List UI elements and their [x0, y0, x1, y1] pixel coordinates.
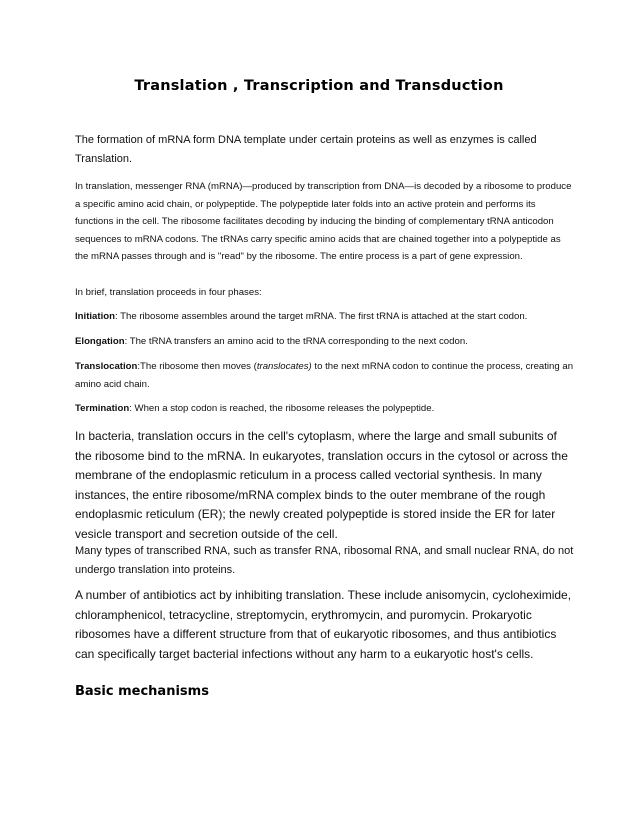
phase-text: to the next mRNA codon to continue the process, creating an amino acid chain.	[75, 361, 574, 390]
phase-term: Translocation	[75, 361, 138, 372]
phase-text: :The ribosome then moves (	[137, 361, 257, 372]
antibiotics-paragraph: A number of antibiotics act by inhibiting translation. These include anisomycin, cycloheximide, chloramphenicol, tetracycline, streptomycin, erythromycin, and puromycin. Prokaryotic ribosomes have a different structure from that of eukaryotic ribosomes, and thus antibiotics can specifically target bacterial infections without any harm to a eukaryotic host's cells.	[75, 588, 572, 661]
phase-term: Termination	[75, 403, 130, 414]
phase-text: : When a stop codon is reached, the ribosome releases the polypeptide.	[129, 403, 435, 414]
intro-paragraph: The formation of mRNA form DNA template under certain proteins as well as enzymes is called Translation.	[75, 134, 537, 165]
translation-paragraph: In translation, messenger RNA (mRNA)—produced by transcription from DNA—is decoded by a ribosome to produce a specific amino acid chain, or polypeptide. The polypeptide later folds into an active protein and performs its functions in the cell. The ribosome facilitates decoding by inducing the binding of complementary tRNA anticodon sequences to mRNA codons. The tRNAs carry specific amino acids that are chained together into a polypeptide as the mRNA passes through and is "read" by the ribosome. The entire process is a part of gene expression.	[75, 181, 572, 262]
rna-paragraph: Many types of transcribed RNA, such as transfer RNA, ribosomal RNA, and small nuclear RNA, do not undergo translation into proteins.	[75, 545, 574, 576]
phases-intro: In brief, translation proceeds in four phases:	[75, 287, 262, 298]
phase-initiation	[75, 308, 575, 326]
phase-text: : The ribosome assembles around the target mRNA. The first tRNA is attached at the start codon.	[114, 311, 528, 322]
phase-term: Elongation	[75, 336, 125, 347]
phase-text: : The tRNA transfers an amino acid to the tRNA corresponding to the next codon.	[124, 336, 468, 347]
phase-elongation	[75, 333, 575, 351]
phase-italic-text: translocates)	[256, 361, 312, 372]
section-heading: Basic mechanisms	[75, 684, 209, 699]
phase-termination	[75, 400, 575, 418]
document-title: Translation , Transcription and Transduction	[134, 78, 504, 94]
bacteria-paragraph: In bacteria, translation occurs in the cell's cytoplasm, where the large and small subunits of the ribosome bind to the mRNA. In eukaryotes, translation occurs in the cytosol or across the membrane of the endoplasmic reticulum in a process called vectorial synthesis. In many instances, the entire ribosome/mRNA complex binds to the outer membrane of the rough endoplasmic reticulum (ER); the newly created polypeptide is stored inside the ER for later vesicle transport and secretion outside of the cell.	[75, 429, 568, 541]
phase-translocation	[75, 358, 575, 393]
phase-term: Initiation	[75, 311, 115, 322]
